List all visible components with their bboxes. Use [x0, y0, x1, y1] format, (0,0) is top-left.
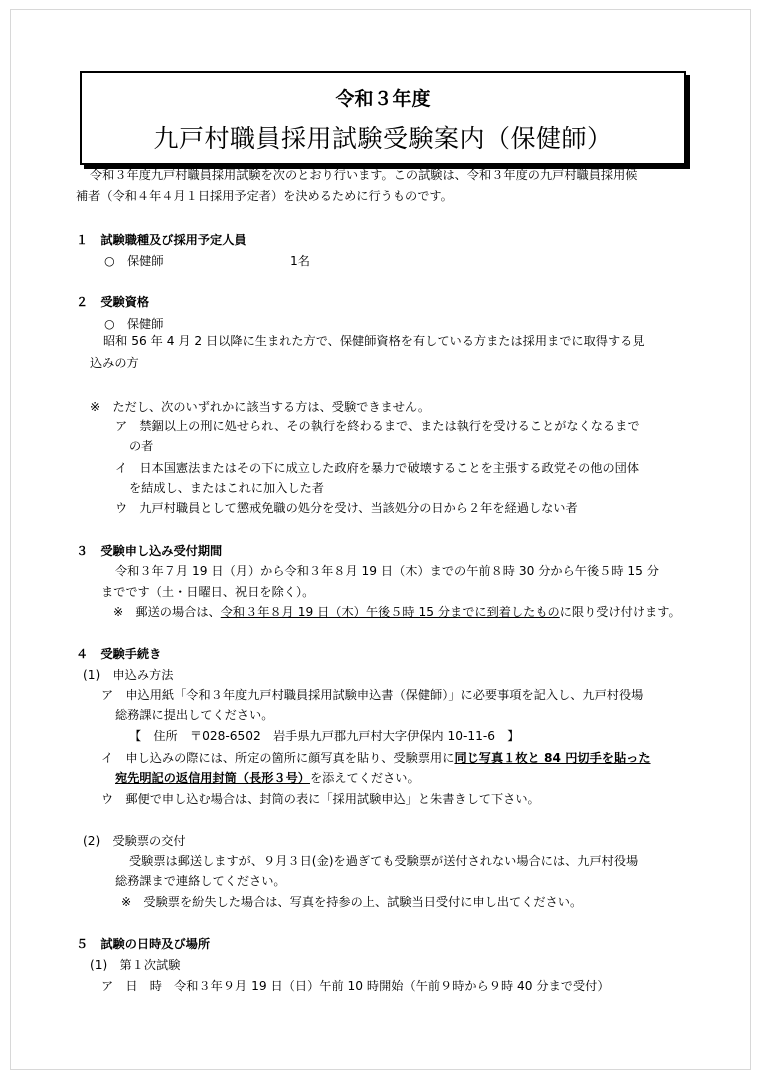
- section-2-heading: ２ 受験資格: [76, 295, 150, 309]
- intro-line-1: 令和３年度九戸村職員採用試験を次のとおり行います。この試験は、令和３年度の九戸村職員採用候: [90, 168, 638, 182]
- s4-a-line-2: 総務課に提出してください。: [115, 708, 274, 722]
- s2-item: ○ 保健師: [104, 317, 164, 331]
- s2-a-line-1: ア 禁錮以上の刑に処せられ、その執行を終わるまで、または執行を受けることがなくなるまで: [115, 419, 640, 433]
- title-year: 令和３年度: [335, 88, 431, 110]
- section-3-heading: ３ 受験申し込み受付期間: [76, 544, 223, 558]
- s2-i-line-1: イ 日本国憲法またはその下に成立した政府を暴力で破壊することを主張する政党その他の団体: [115, 461, 640, 475]
- s4-u-line-1: ウ 郵便で申し込む場合は、封筒の表に「採用試験申込」と朱書きして下さい。: [101, 792, 540, 806]
- s4-i-post: を添えてください。: [310, 771, 420, 785]
- intro-line-2: 補者（令和４年４月１日採用予定者）を決めるために行うものです。: [76, 189, 453, 203]
- s2-u-line-1: ウ 九戸村職員として懲戒免職の処分を受け、当該処分の日から２年を経過しない者: [115, 501, 578, 515]
- s3-note: [113, 604, 681, 620]
- s4-i-envelope: 宛先明記の返信用封筒（長形３号）: [115, 771, 310, 785]
- s3-note-post: に限り受け付けます。: [559, 605, 681, 619]
- s5-a-line-1: ア 日 時 令和３年９月 19 日（日）午前 10 時開始（午前９時から９時 40 分まで受付）: [101, 979, 610, 993]
- section-1-heading: １ 試験職種及び採用予定人員: [76, 233, 247, 247]
- s4-t-line-2: 総務課まで連絡してください。: [115, 874, 286, 888]
- s3-note-pre: ※ 郵送の場合は、: [113, 605, 221, 619]
- s4-i-photo-stamp: 同じ写真１枚と 84 円切手を貼った: [454, 751, 651, 765]
- s3-line-1: 令和３年７月 19 日（月）から令和３年８月 19 日（木）までの午前８時 30 分から午後５時 15 分: [115, 564, 659, 578]
- section-5-heading: ５ 試験の日時及び場所: [76, 937, 211, 951]
- section-4-heading: ４ 受験手続き: [76, 647, 162, 661]
- s4-i-pre: イ 申し込みの際には、所定の箇所に顔写真を貼り、受験票用に: [101, 751, 455, 765]
- title-box: [80, 71, 686, 165]
- s4-t-line-1: 受験票は郵送しますが、９月３日(金)を過ぎても受験票が送付されない場合には、九戸村役場: [129, 854, 639, 868]
- s4-sub-2: (2) 受験票の交付: [83, 834, 186, 848]
- s3-line-2: までです（土・日曜日、祝日を除く）。: [101, 585, 315, 599]
- s4-address: 【 住所 〒028-6502 岩手県九戸郡九戸村大字伊保内 10-11-6 】: [129, 729, 520, 743]
- s3-note-deadline: 令和３年８月 19 日（木）午後５時 15 分までに到着したもの: [220, 605, 560, 619]
- page-title: 九戸村職員採用試験受験案内（保健師）: [153, 124, 613, 153]
- s2-req-line-2: 込みの方: [90, 356, 139, 370]
- s2-i-line-2: を結成し、またはこれに加入した者: [129, 481, 324, 495]
- s2-req-line-1: 昭和 56 年 4 月 2 日以降に生まれた方で、保健師資格を有している方または採用までに取得する見: [103, 334, 645, 348]
- s4-t-note: ※ 受験票を紛失した場合は、写真を持参の上、試験当日受付に申し出てください。: [121, 895, 583, 909]
- s1-count: 1名: [290, 254, 310, 268]
- s4-i-line-2: [115, 770, 420, 786]
- s2-note: ※ ただし、次のいずれかに該当する方は、受験できません。: [90, 400, 431, 414]
- s1-item-mark: ○: [104, 254, 115, 268]
- s2-a-line-2: の者: [129, 439, 154, 453]
- s5-sub-1: (1) 第１次試験: [90, 958, 181, 972]
- s4-sub-1: (1) 申込み方法: [83, 668, 174, 682]
- s4-i-line-1: [101, 750, 651, 766]
- s1-job: 保健師: [127, 254, 164, 268]
- s4-a-line-1: ア 申込用紙「令和３年度九戸村職員採用試験申込書（保健師）」に必要事項を記入し、九戸村役場: [101, 688, 644, 702]
